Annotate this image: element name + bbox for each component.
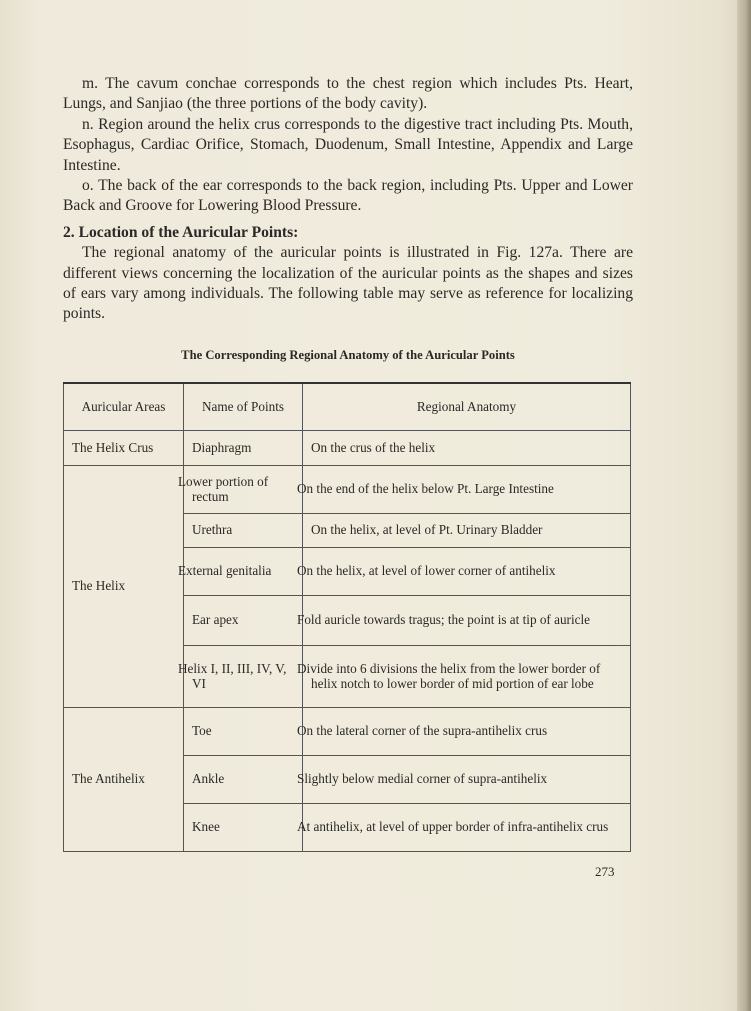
- anatomy-cell: At antihelix, at level of upper border of infra-antihelix crus: [303, 804, 631, 852]
- header-auricular-areas: Auricular Areas: [64, 383, 184, 431]
- body-text: [63, 74, 633, 325]
- anatomy-cell: On the helix, at level of Pt. Urinary Bladder: [303, 514, 631, 548]
- anatomy-cell: On the lateral corner of the supra-antihelix crus: [303, 708, 631, 756]
- table-row: [64, 708, 631, 756]
- anatomy-cell: Slightly below medial corner of supra-antihelix: [303, 756, 631, 804]
- paragraph-m: m. The cavum conchae corresponds to the chest region which includes Pts. Heart, Lungs, and Sanjiao (the three portions of the body cavity).: [63, 75, 633, 113]
- anatomy-cell: Fold auricle towards tragus; the point is at tip of auricle: [303, 596, 631, 646]
- point-cell: Helix I, II, III, IV, V, VI: [184, 646, 303, 708]
- area-cell: The Helix: [64, 466, 184, 708]
- point-cell: Diaphragm: [184, 431, 303, 466]
- point-cell: Ankle: [184, 756, 303, 804]
- paragraph-o: o. The back of the ear corresponds to the back region, including Pts. Upper and Lower Back and Groove for Lowering Blood Pressure.: [63, 177, 633, 215]
- header-regional-anatomy: Regional Anatomy: [303, 383, 631, 431]
- point-cell: Urethra: [184, 514, 303, 548]
- anatomy-cell: On the helix, at level of lower corner of antihelix: [303, 548, 631, 596]
- table-title: The Corresponding Regional Anatomy of the Auricular Points: [181, 348, 515, 362]
- point-cell: Lower portion of rectum: [184, 466, 303, 514]
- anatomy-cell: Divide into 6 divisions the helix from the lower border of helix notch to lower border of mid portion of ear lobe: [303, 646, 631, 708]
- table-header-row: [64, 383, 631, 431]
- section-heading: 2. Location of the Auricular Points:: [63, 223, 299, 241]
- area-cell: The Helix Crus: [64, 431, 184, 466]
- book-spine: [737, 0, 751, 1011]
- paragraph-n: n. Region around the helix crus corresponds to the digestive tract including Pts. Mouth, Esophagus, Cardiac Orifice, Stomach, Duodenum, Small Intestine, Appendix and Large Intestine.: [63, 115, 633, 174]
- point-cell: Toe: [184, 708, 303, 756]
- anatomy-cell: On the crus of the helix: [303, 431, 631, 466]
- area-cell: The Antihelix: [64, 708, 184, 852]
- point-cell: External genitalia: [184, 548, 303, 596]
- section-paragraph: The regional anatomy of the auricular points is illustrated in Fig. 127a. There are different views concerning the localization of the auricular points as the shapes and sizes of ears vary among individuals. The following table may serve as reference for localizing points.: [63, 244, 633, 323]
- point-cell: Ear apex: [184, 596, 303, 646]
- auricular-points-table: [63, 382, 631, 852]
- page-number: 273: [595, 864, 615, 879]
- table-row: [64, 466, 631, 514]
- table-row: [64, 431, 631, 466]
- point-cell: Knee: [184, 804, 303, 852]
- header-name-of-points: Name of Points: [184, 383, 303, 431]
- anatomy-cell: On the end of the helix below Pt. Large Intestine: [303, 466, 631, 514]
